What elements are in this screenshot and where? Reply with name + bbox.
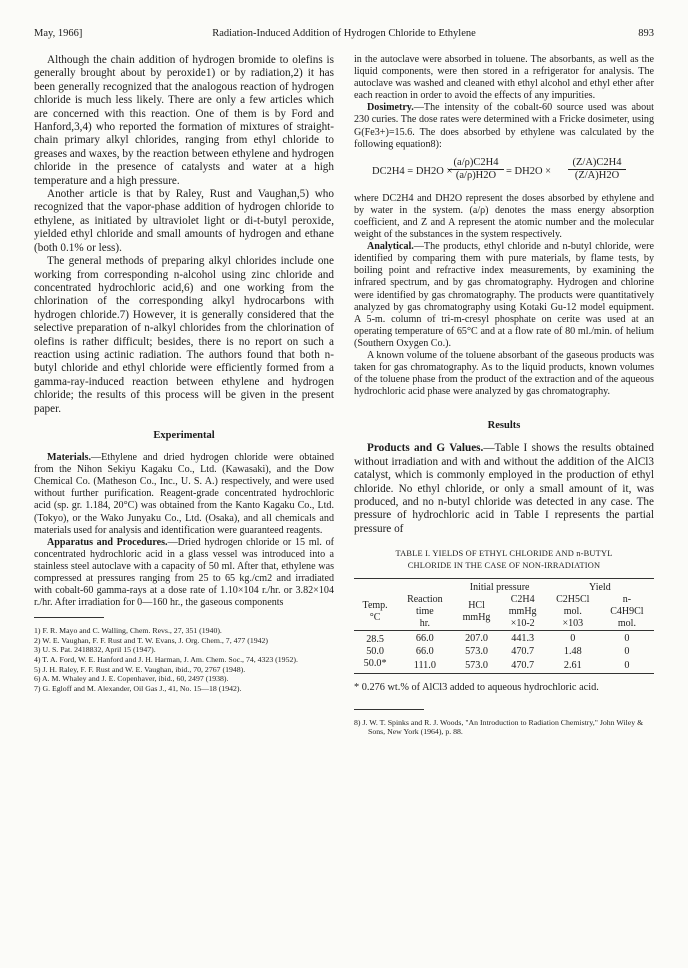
continued-paragraph: in the autoclave were absorbed in toluene. The absorbants, as well as the liquid components, were then stored in a refrigerator for analysis. The autoclave was washed and cleaned with ethyl alcohol and ethyl ether after each reaction in order to avoid the effects of any impurities. xyxy=(354,54,654,102)
materials-text: —Ethylene and dried hydrogen chloride were obtained from the Nihon Sekiyu Kagaku Co., Ltd. (Kawasaki), and the Dow Chemical Co. (Matheson Co., Inc., U. S. A.) respectively, and were used without further purification. Reagent-grade concentrated hydrochloric acid (sp. gr. 1.184, 20°C) was obtained from the Kanto Kagaku Co., Ltd. (Tokyo), or the Wako Junyaku Co., Ltd. (Osaka), and all chemicals and materials used for analysis and identification were guaranteed reagents. xyxy=(34,452,334,536)
dosimetry-runin-head: Dosimetry. xyxy=(367,102,414,114)
results-heading: Results xyxy=(487,420,521,432)
footnote-1: 1) F. R. Mayo and C. Walling, Chem. Revs., 27, 351 (1940). xyxy=(34,626,222,636)
right-column xyxy=(354,54,654,737)
table-header-row xyxy=(354,594,654,631)
equation-middle: = DH2O × xyxy=(506,165,552,177)
equation-lhs: DC2H4 = DH2O × xyxy=(372,165,453,177)
table-group-header-row xyxy=(354,579,654,595)
intro-section xyxy=(34,54,334,416)
products-paragraph xyxy=(354,442,654,536)
toluene-paragraph: A known volume of the toluene absorbant of the gaseous products was taken for gas chromatography. As to the liquid products, known volumes of the toluene phase from the product of the extraction and of the aqueous hydrochloric acid phase were analyzed by gas chromatography. xyxy=(354,349,654,398)
table-caption xyxy=(354,548,654,572)
fraction-za-numerator: (Z/A)C2H4 xyxy=(568,157,626,170)
analytical-text: —The products, ethyl chloride and n-butyl chloride, were identified by comparing them with pure materials, by flame tests, by boiling point and refractive index measurements, by examining the infrared spectrum, and by gas chromatography. Hydrogen and chlorine were identified by gas chromatography. The products were quantitatively analyzed by gas chromatography using Kotaki Gu-12 model equipment. A 5-m. column of tri-m-cresyl phosphate on cerite was used at an operating temperature of 65°C and at a flow rate of 80 ml./min. of helium (Southern Oxygen Co.). xyxy=(354,241,654,349)
apparatus-runin-head: Apparatus and Procedures. xyxy=(47,536,168,548)
dosimetry-paragraph xyxy=(354,102,654,150)
footnotes-right xyxy=(354,718,654,737)
header-title: Radiation-Induced Addition of Hydrogen Chloride to Ethylene xyxy=(212,28,476,39)
dose-equation xyxy=(372,157,654,187)
col-header-temp: Temp. °C xyxy=(362,600,388,624)
footnote-rule-right xyxy=(354,709,424,710)
col-header-c2h4: C2H4 mmHg ×10-2 xyxy=(508,594,537,630)
group-header-yield: Yield xyxy=(589,582,611,594)
group-header-initial-pressure: Initial pressure xyxy=(469,582,530,594)
dosimetry-text: —The intensity of the cobalt-60 source used was about 230 curies. The dose rates were determined with a Fricke dosimeter, using G(Fe3+)=15.6. The does absorbed by ethylene was calculated by the following equation8): xyxy=(354,102,654,150)
footnote-3: 3) U. S. Pat. 2418832, April 15 (1947). xyxy=(34,645,156,655)
footnote-6: 6) A. M. Whaley and J. E. Copenhaver, ibid., 60, 2497 (1938). xyxy=(34,674,229,684)
fraction-absorption-denominator: (a/ρ)H2O xyxy=(455,169,497,181)
table-caption-line-2: CHLORIDE IN THE CASE OF NON-IRRADIATION xyxy=(407,561,601,571)
yields-table xyxy=(354,578,654,674)
footnotes xyxy=(34,626,334,693)
apparatus-paragraph xyxy=(34,537,334,610)
apparatus-text: —Dried hydrogen chloride or 15 ml. of concentrated hydrochloric acid in a glass vessel was introduced into a stainless steel autoclave with a capacity of 50 ml. After that, ethylene was compressed at pressures ranging from 25 to 65 kg./cm2 and irradiated with cobalt-60 gamma-rays at a dose rate of 1.10×104 r./hr. or 3.82×104 r./hr. After irradiation for 0—160 hr., the gaseous components xyxy=(34,536,334,609)
experimental-heading: Experimental xyxy=(153,429,215,441)
table-row: 50.0* 111.0 573.0 470.7 2.61 0 xyxy=(354,658,654,674)
page-number: 893 xyxy=(638,28,654,39)
footnote-4: 4) T. A. Ford, W. E. Hanford and J. H. Harman, J. Am. Chem. Soc., 74, 4323 (1952). xyxy=(34,655,298,665)
analytical-paragraph xyxy=(354,241,654,350)
products-text: —Table I shows the results obtained without irradiation and with and without the addition of the AlCl3 catalyst, which is commonly employed in the production of ethyl chloride. No ethyl chloride, or only a small amount of it, was produced, and no n-butyl chloride was detected in any case. The pressure of hydrochloric acid in Table I represents the partial pressure of xyxy=(354,442,654,535)
analytical-runin-head: Analytical. xyxy=(367,241,414,253)
intro-paragraph-3: The general methods of preparing alkyl chlorides include one working from corresponding n-alcohol using zinc chloride and concentrated hydrochloric acid,6) and one working from the chlorination of the corresponding alkyl hydrocarbons with hydrogen chloride.7) However, it is generally considered that the selective preparation of n-alkyl chlorides from the chlorination of olefins is rather difficult; besides, there is no report on such a reaction using actinic radiation. The authors found that both n-butyl chloride and ethyl chloride were efficiently formed from a gamma-ray-induced reaction between ethylene and hydrogen chloride; the results of this process will be given in the present paper. xyxy=(34,255,334,415)
col-header-hcl: HCl mmHg xyxy=(462,600,491,624)
equation-explanation: where DC2H4 and DH2O represent the doses absorbed by ethylene and by water in the system. (a/ρ) denotes the mass energy absorption coefficient, and Z and A represent the atomic number and the molecular weight of the substances in the system respectively. xyxy=(354,192,654,241)
footnote-5: 5) J. H. Raley, F. F. Rust and W. E. Vaughan, ibid., 70, 2767 (1948). xyxy=(34,664,246,674)
materials-runin-head: Materials. xyxy=(47,452,92,464)
table-note: * 0.276 wt.% of AlCl3 added to aqueous hydrochloric acid. xyxy=(354,682,599,694)
col-header-c2h5cl: C2H5Cl mol. ×103 xyxy=(556,594,590,630)
fraction-za-denominator: (Z/A)H2O xyxy=(574,169,620,181)
footnote-8: 8) J. W. T. Spinks and R. J. Woods, "An Introduction to Radiation Chemistry," John Wiley & Sons, New York (1964), p. 88. xyxy=(354,717,644,737)
table-row: 50.0 66.0 573.0 470.7 1.48 0 xyxy=(366,646,630,658)
fraction-absorption xyxy=(448,157,504,182)
products-runin-head: Products and G Values. xyxy=(367,442,484,455)
intro-paragraph-1: Although the chain addition of hydrogen bromide to olefins is generally brought about by peroxide1) or by radiation,2) it has been generally recognized that the analogous reaction of hydrogen chloride is much less likely. There are only a few articles which are concerned with this reaction. One of them is by Ford and Hanford,3,4) who reported the formation of mixtures of straight-chain primary alkyl chlorides, ranging from ethyl chloride to greases and waxes, by the reaction between ethylene and hydrogen chloride in the presence of catalysts and water at a high temperature and a high pressure. xyxy=(34,54,334,187)
table-caption-line-1: TABLE I. YIELDS OF ETHYL CHLORIDE AND n-BUTYL xyxy=(395,549,613,559)
footnote-2: 2) W. E. Vaughan, F. F. Rust and T. W. Evans, J. Org. Chem., 7, 477 (1942) xyxy=(34,635,269,645)
table-row: 28.5 66.0 207.0 441.3 0 0 xyxy=(366,632,630,646)
header-date: May, 1966] xyxy=(34,28,83,39)
col-header-time: Reaction time hr. xyxy=(407,594,443,630)
fraction-absorption-numerator: (a/ρ)C2H4 xyxy=(448,157,504,170)
fraction-za xyxy=(568,157,626,182)
footnote-rule xyxy=(34,617,104,618)
running-header xyxy=(34,28,654,42)
intro-paragraph-2: Another article is that by Raley, Rust and Vaughan,5) who recognized that the vapor-phase addition of hydrogen chloride to ethylene, as initiated by ultraviolet light or di-t-butyl peroxide, yielded ethyl chloride and small amounts of hydrogen and ethane (both 0.1% or less). xyxy=(34,188,334,254)
col-header-c4h9cl: n- C4H9Cl mol. xyxy=(610,594,644,630)
left-column xyxy=(34,54,334,693)
footnote-7: 7) G. Egloff and M. Alexander, Oil Gas J., 41, No. 15—18 (1942). xyxy=(34,683,242,693)
materials-paragraph xyxy=(34,452,334,537)
